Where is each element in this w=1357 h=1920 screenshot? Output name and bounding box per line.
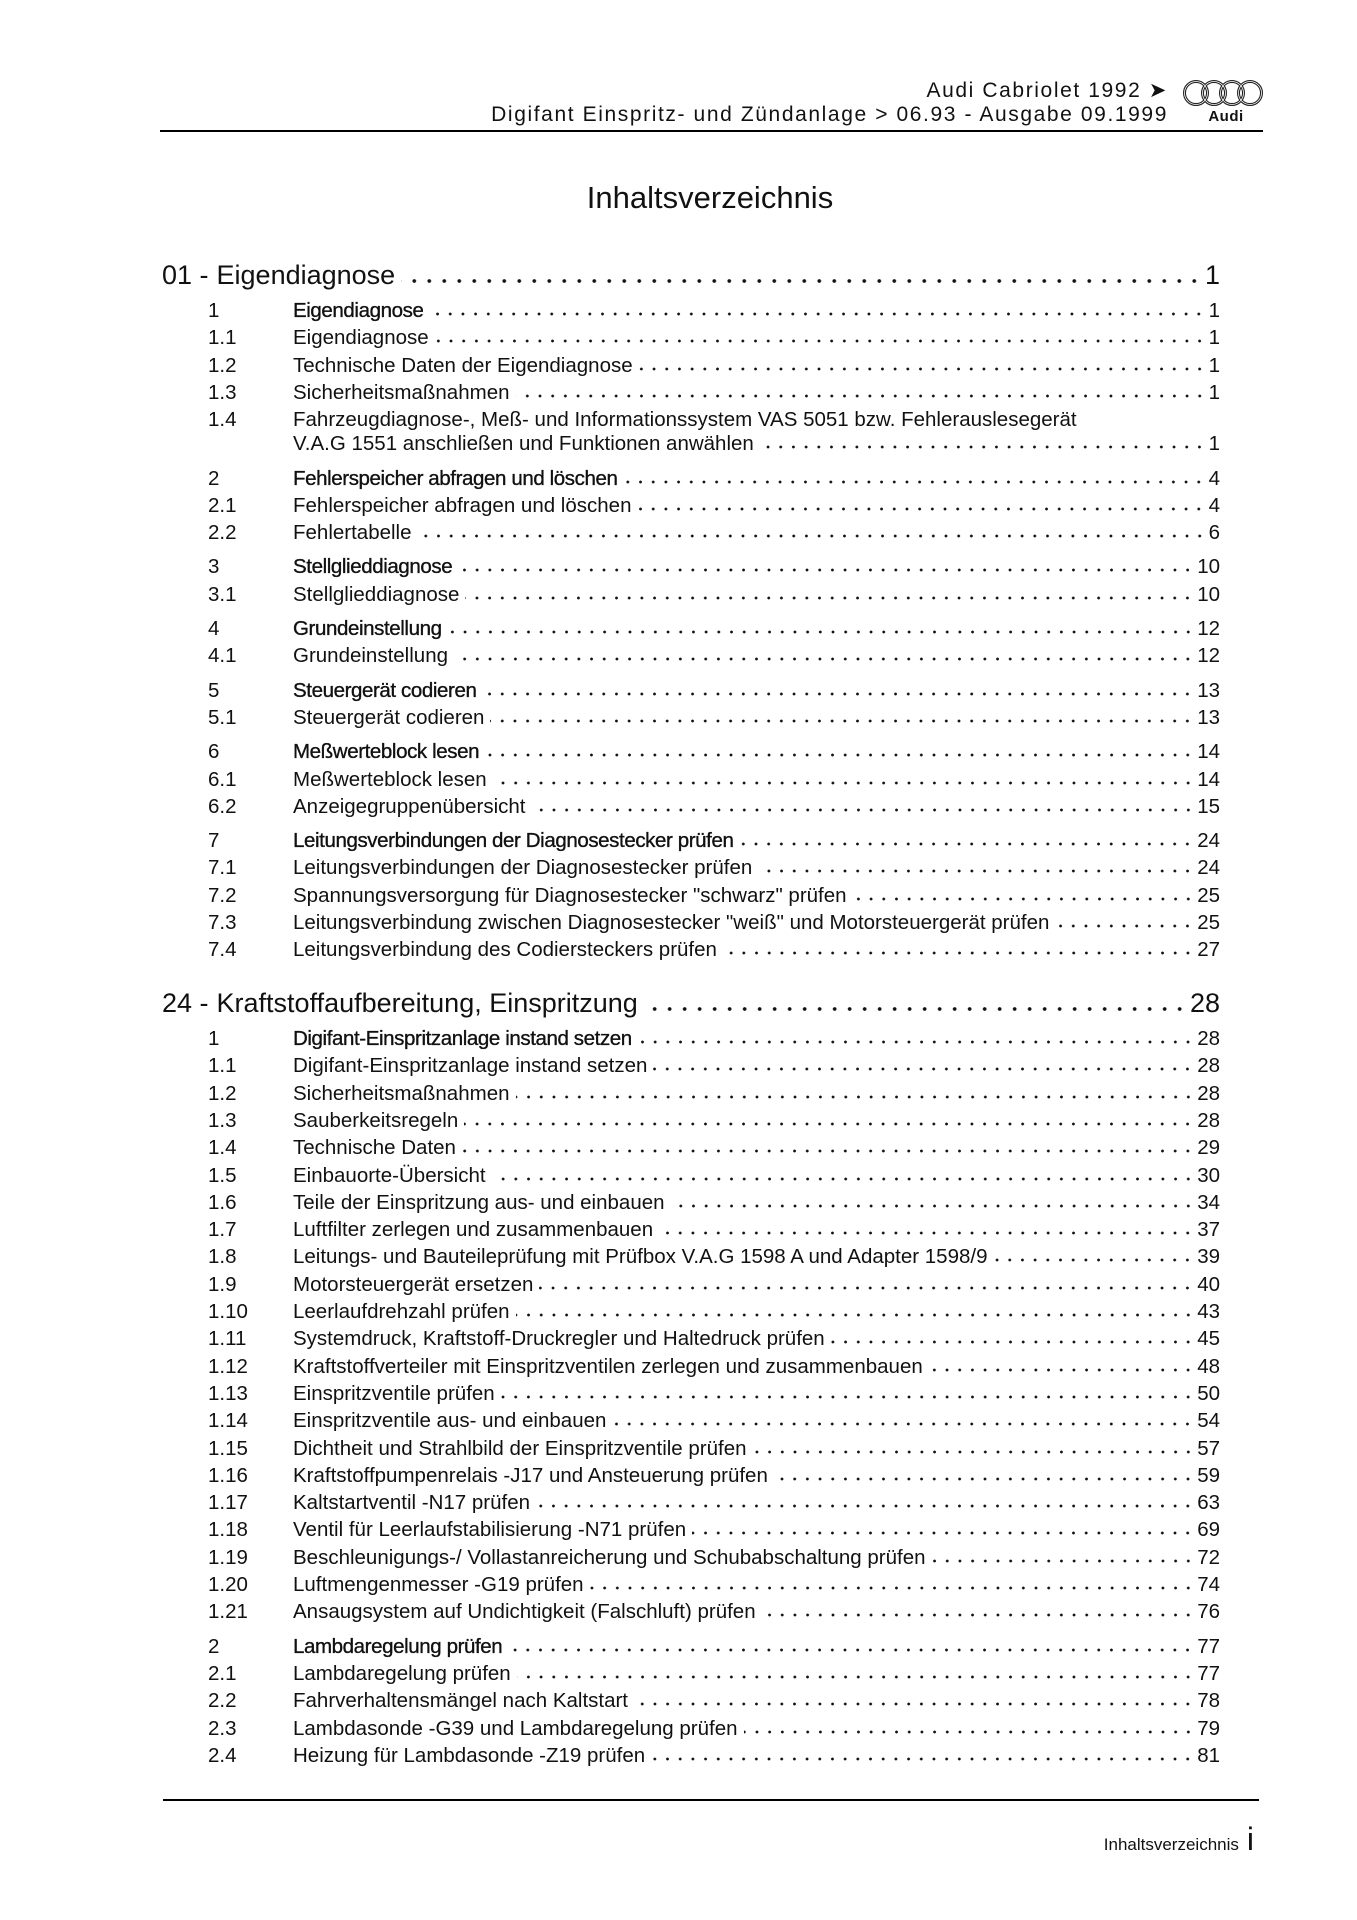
entry-title: Einspritzventile aus- und einbauen	[293, 1409, 607, 1433]
dot-leader	[401, 278, 1202, 284]
dot-leader	[831, 1339, 1194, 1345]
footer-divider	[163, 1799, 1259, 1801]
toc-section-entry[interactable]	[208, 829, 1220, 853]
dot-leader	[590, 1585, 1195, 1591]
entry-title: V.A.G 1551 anschließen und Funktionen anwählen	[293, 432, 754, 456]
entry-page-number: 13	[1197, 678, 1220, 702]
chapter-title: Eigendiagnose	[216, 260, 396, 290]
dot-leader	[482, 691, 1194, 697]
dot-leader	[485, 752, 1194, 758]
entry-title: Sicherheitsmaßnahmen	[293, 1081, 510, 1105]
entry-title: Dichtheit und Strahlbild der Einspritzventile prüfen	[293, 1436, 747, 1460]
toc-entry[interactable]	[208, 1300, 1220, 1324]
entry-number: 1.17	[208, 1491, 248, 1515]
entry-number: 2.1	[208, 493, 237, 517]
toc-section-entry[interactable]	[208, 1635, 1220, 1659]
dot-leader	[723, 950, 1194, 956]
entry-number: 1.20	[208, 1573, 248, 1596]
entry-number: 7.1	[208, 856, 237, 880]
dot-leader	[517, 1674, 1194, 1680]
toc-entry[interactable]	[208, 1355, 1220, 1379]
entry-number: 4.1	[208, 644, 237, 668]
toc-entry[interactable]	[208, 1109, 1220, 1133]
entry-number: 1.2	[208, 353, 237, 377]
entry-number: 5.1	[208, 705, 237, 729]
entry-page-number: 24	[1197, 856, 1220, 880]
toc-section-entry[interactable]	[208, 555, 1220, 579]
footer-label: Inhaltsverzeichnis	[1103, 1835, 1239, 1854]
entry-page-number: 25	[1197, 911, 1220, 934]
toc-entry[interactable]	[208, 1245, 1220, 1269]
entry-title: Eigendiagnose	[293, 326, 429, 350]
page-footer	[1104, 1823, 1254, 1855]
entry-page-number: 59	[1197, 1463, 1220, 1487]
dot-leader	[516, 1094, 1195, 1100]
dot-leader	[458, 567, 1194, 573]
entry-title: Digifant-Einspritzanlage instand setzen	[293, 1054, 648, 1078]
entry-page-number: 34	[1197, 1190, 1220, 1214]
entry-number: 3.1	[208, 582, 237, 606]
entry-title: Steuergerät codieren	[293, 678, 477, 702]
entry-number: 7.2	[208, 883, 237, 907]
entry-page-number: 39	[1197, 1245, 1220, 1269]
entry-number: 1	[208, 299, 220, 322]
chapter-page-number: 28	[1189, 988, 1220, 1018]
entry-page-number: 69	[1197, 1518, 1220, 1542]
entry-page-number: 1	[1208, 380, 1220, 404]
dot-leader	[516, 393, 1206, 399]
toc-entry[interactable]	[208, 1327, 1220, 1351]
toc-section-entry[interactable]	[208, 617, 1220, 641]
toc-section-entry[interactable]	[208, 1027, 1220, 1051]
entry-number: 2	[208, 1634, 220, 1658]
entry-title: Steuergerät codieren	[293, 705, 485, 729]
toc-entry[interactable]	[208, 706, 1220, 730]
toc-entry[interactable]	[208, 1464, 1220, 1488]
entry-page-number: 1	[1208, 299, 1220, 322]
entry-page-number: 81	[1197, 1743, 1220, 1767]
entry-page-number: 1	[1208, 353, 1220, 377]
entry-title: Sauberkeitsregeln	[293, 1108, 459, 1132]
toc-entry[interactable]	[208, 856, 1220, 880]
entry-page-number: 24	[1197, 829, 1220, 853]
entry-number: 7	[208, 829, 220, 853]
entry-title: Meßwerteblock lesen	[293, 740, 480, 764]
entry-title: Luftfilter zerlegen und zusammenbauen	[293, 1218, 654, 1242]
entry-page-number: 45	[1197, 1327, 1220, 1351]
toc-entry[interactable]	[208, 326, 1220, 350]
entry-title: Motorsteuergerät ersetzen	[293, 1272, 534, 1296]
entry-title: Ansaugsystem auf Undichtigkeit (Falschluft) prüfen	[293, 1600, 756, 1624]
entry-title: Ventil für Leerlaufstabilisierung -N71 prüfen	[293, 1518, 687, 1542]
entry-page-number: 28	[1197, 1081, 1220, 1105]
entry-page-number: 1	[1208, 326, 1220, 350]
toc-entry[interactable]	[208, 644, 1220, 668]
entry-title: Fehlertabelle	[293, 521, 412, 545]
entry-number: 1	[208, 1027, 220, 1050]
dot-leader	[490, 718, 1194, 724]
entry-title: Stellglieddiagnose	[293, 555, 453, 579]
entry-number: 1.2	[208, 1081, 237, 1105]
footer-page-number: i	[1246, 1821, 1254, 1857]
entry-title: Lambdaregelung prüfen	[293, 1661, 511, 1685]
toc-entry[interactable]	[208, 1546, 1220, 1570]
entry-page-number: 25	[1197, 883, 1220, 907]
dot-leader	[739, 841, 1194, 847]
dot-leader	[462, 1148, 1194, 1154]
entry-title: Systemdruck, Kraftstoff-Druckregler und Haltedruck prüfen	[293, 1327, 825, 1351]
entry-title: Lambdaregelung prüfen	[293, 1634, 503, 1658]
entry-page-number: 28	[1197, 1027, 1220, 1050]
entry-number: 5	[208, 678, 220, 702]
toc-entry[interactable]	[208, 1491, 1220, 1515]
dot-leader	[653, 1066, 1194, 1072]
entry-title: Digifant-Einspritzanlage instand setzen	[293, 1027, 632, 1050]
entry-number: 1.11	[208, 1327, 247, 1351]
entry-title: Lambdasonde -G39 und Lambdaregelung prüfen	[293, 1716, 738, 1740]
entry-number: 1.6	[208, 1190, 237, 1214]
entry-page-number: 30	[1197, 1163, 1220, 1187]
dot-leader	[744, 1729, 1195, 1735]
toc-chapter-heading[interactable]	[162, 260, 1220, 291]
entry-title: Leitungs- und Bauteileprüfung mit Prüfbox V.A.G 1598 A und Adapter 1598/9	[293, 1245, 988, 1269]
toc-entry[interactable]	[208, 494, 1220, 518]
entry-page-number: 10	[1197, 555, 1220, 579]
entry-page-number: 57	[1197, 1436, 1220, 1460]
dot-leader	[493, 780, 1194, 786]
toc-chapter-heading[interactable]	[162, 988, 1220, 1019]
toc-entry[interactable]	[208, 1573, 1220, 1597]
entry-title: Leitungsverbindung zwischen Diagnosestecker "weiß" und Motorsteuergerät prüfen	[293, 911, 1050, 934]
entry-page-number: 43	[1197, 1300, 1220, 1323]
entry-title: Leitungsverbindungen der Diagnosestecker prüfen	[293, 829, 734, 853]
toc-entry[interactable]	[208, 1662, 1220, 1686]
audi-wordmark: Audi	[1208, 108, 1244, 125]
entry-number: 1.18	[208, 1518, 248, 1542]
chapter-number: 24 -	[162, 988, 209, 1018]
dot-leader	[492, 1176, 1195, 1182]
toc-entry[interactable]	[208, 1744, 1220, 1768]
entry-page-number: 28	[1197, 1108, 1220, 1132]
entry-page-number: 4	[1208, 493, 1220, 517]
dot-leader	[753, 1449, 1195, 1455]
entry-title: Fehlerspeicher abfragen und löschen	[293, 466, 618, 490]
entry-title: Leitungsverbindungen der Diagnosestecker prüfen	[293, 856, 753, 880]
entry-number: 1.15	[208, 1436, 248, 1460]
entry-number: 3	[208, 555, 220, 579]
dot-leader	[692, 1530, 1194, 1536]
entry-page-number: 13	[1197, 705, 1220, 729]
dot-leader	[932, 1558, 1195, 1564]
entry-number: 7.3	[208, 911, 237, 934]
entry-title: Grundeinstellung	[293, 617, 442, 640]
dot-leader	[853, 896, 1195, 902]
entry-number: 7.4	[208, 938, 237, 962]
toc-entry[interactable]	[208, 1689, 1220, 1713]
entry-title: Beschleunigungs-/ Vollastanreicherung und Schubabschaltung prüfen	[293, 1545, 926, 1569]
entry-page-number: 78	[1197, 1689, 1220, 1713]
entry-page-number: 77	[1197, 1634, 1220, 1658]
entry-page-number: 29	[1197, 1136, 1220, 1160]
dot-leader	[634, 1701, 1194, 1707]
dot-leader	[448, 629, 1195, 635]
entry-page-number: 37	[1197, 1218, 1220, 1242]
toc-entry[interactable]	[208, 938, 1220, 962]
entry-title: Stellglieddiagnose	[293, 582, 460, 606]
entry-title: Einbauorte-Übersicht	[293, 1163, 486, 1187]
entry-number: 2.2	[208, 1689, 237, 1713]
entry-number: 2.2	[208, 521, 237, 545]
entry-number: 2.4	[208, 1743, 237, 1767]
entry-page-number: 6	[1208, 521, 1220, 545]
dot-leader	[651, 1756, 1194, 1762]
toc-entry[interactable]	[208, 911, 1220, 935]
dot-leader	[612, 1421, 1194, 1427]
dot-leader	[623, 479, 1205, 485]
entry-number: 1.3	[208, 380, 237, 404]
entry-title: Sicherheitsmaßnahmen	[293, 380, 510, 404]
dot-leader	[1055, 923, 1194, 929]
dot-leader	[637, 506, 1205, 512]
entry-title: Eigendiagnose	[293, 299, 424, 322]
entry-number: 2.1	[208, 1661, 237, 1685]
dot-leader	[516, 1312, 1195, 1318]
entry-number: 2.3	[208, 1716, 237, 1740]
dot-leader	[536, 1503, 1194, 1509]
toc-entry[interactable]	[208, 432, 1220, 456]
entry-number: 6.1	[208, 767, 237, 791]
entry-number: 1.1	[208, 1054, 237, 1078]
dot-leader	[639, 366, 1206, 372]
entry-page-number: 15	[1197, 794, 1220, 818]
entry-page-number: 74	[1197, 1573, 1220, 1596]
page-title: Inhaltsverzeichnis	[586, 180, 834, 215]
toc-entry[interactable]	[208, 1382, 1220, 1406]
dot-leader	[435, 338, 1206, 344]
dot-leader	[659, 1230, 1194, 1236]
dot-leader	[760, 444, 1206, 450]
entry-number: 1.21	[208, 1600, 248, 1624]
entry-number: 1.13	[208, 1381, 248, 1405]
entry-number: 1.4	[208, 408, 237, 432]
dot-leader	[539, 1285, 1194, 1291]
entry-page-number: 48	[1197, 1354, 1220, 1378]
entry-page-number: 4	[1208, 466, 1220, 490]
entry-title: Heizung für Lambdasonde -Z19 prüfen	[293, 1743, 646, 1767]
toc-entry[interactable]	[208, 768, 1220, 792]
toc-entry[interactable]	[208, 884, 1220, 908]
entry-title: Grundeinstellung	[293, 644, 448, 668]
toc-entry[interactable]	[208, 521, 1220, 545]
entry-number: 4	[208, 617, 220, 640]
entry-number: 1.1	[208, 326, 237, 350]
toc-section-entry[interactable]	[208, 467, 1220, 491]
dot-leader	[762, 1612, 1195, 1618]
chapter-title: Kraftstoffaufbereitung, Einspritzung	[216, 988, 638, 1018]
entry-number: 6	[208, 740, 220, 764]
dot-leader	[758, 868, 1194, 874]
entry-page-number: 10	[1197, 582, 1220, 606]
entry-page-number: 14	[1197, 740, 1220, 764]
dot-leader	[508, 1647, 1194, 1653]
toc-section-entry[interactable]	[208, 679, 1220, 703]
dot-leader	[464, 1121, 1194, 1127]
dot-leader	[501, 1394, 1195, 1400]
entry-title: Anzeigegruppenübersicht	[293, 794, 526, 818]
entry-number: 2	[208, 466, 220, 490]
dot-leader	[465, 595, 1194, 601]
entry-number: 1.5	[208, 1163, 237, 1187]
toc-entry[interactable]	[208, 583, 1220, 607]
entry-page-number: 28	[1197, 1054, 1220, 1078]
dot-leader	[638, 1039, 1194, 1045]
entry-page-number: 77	[1197, 1661, 1220, 1685]
toc-entry[interactable]	[208, 1409, 1220, 1433]
toc-entry[interactable]	[208, 795, 1220, 819]
toc-entry[interactable]	[208, 1191, 1220, 1215]
entry-number: 1.9	[208, 1272, 237, 1296]
toc-entry[interactable]	[208, 1054, 1220, 1078]
entry-page-number: 50	[1197, 1381, 1220, 1405]
entry-number: 1.3	[208, 1108, 237, 1132]
toc-section-entry[interactable]	[208, 740, 1220, 764]
entry-number: 1.14	[208, 1409, 248, 1433]
toc-entry[interactable]	[208, 381, 1220, 405]
entry-number: 1.16	[208, 1463, 248, 1487]
dot-leader	[774, 1476, 1194, 1482]
entry-title: Fahrverhaltensmängel nach Kaltstart	[293, 1689, 629, 1713]
header-vehicle-title: Audi Cabriolet 1992 ➤	[926, 79, 1168, 102]
toc-entry[interactable]	[208, 1164, 1220, 1188]
entry-page-number: 54	[1197, 1409, 1220, 1433]
entry-page-number: 12	[1197, 617, 1220, 640]
entry-title: Kaltstartventil -N17 prüfen	[293, 1491, 531, 1515]
dot-leader	[454, 656, 1194, 662]
entry-number: 1.4	[208, 1136, 237, 1160]
dot-leader	[993, 1257, 1194, 1263]
entry-page-number: 12	[1197, 644, 1220, 668]
entry-title: Leitungsverbindung des Codiersteckers prüfen	[293, 938, 717, 962]
entry-page-number: 72	[1197, 1545, 1220, 1569]
entry-title: Einspritzventile prüfen	[293, 1381, 495, 1405]
toc-entry[interactable]	[208, 1273, 1220, 1297]
toc-entry[interactable]	[208, 1518, 1220, 1542]
entry-number: 6.2	[208, 794, 237, 818]
dot-leader	[532, 807, 1195, 813]
entry-page-number: 27	[1197, 938, 1220, 962]
entry-title: Teile der Einspritzung aus- und einbauen	[293, 1190, 665, 1214]
entry-page-number: 40	[1197, 1272, 1220, 1296]
entry-page-number: 76	[1197, 1600, 1220, 1624]
entry-title: Luftmengenmesser -G19 prüfen	[293, 1573, 584, 1596]
dot-leader	[418, 533, 1206, 539]
entry-number: 1.8	[208, 1245, 237, 1269]
chapter-page-number: 1	[1204, 260, 1220, 290]
entry-title: Spannungsversorgung für Diagnosestecker "schwarz" prüfen	[293, 883, 847, 907]
toc-entry-number-wrap	[208, 408, 293, 432]
dot-leader	[429, 311, 1205, 317]
entry-page-number: 79	[1197, 1716, 1220, 1740]
toc-entry[interactable]	[208, 1717, 1220, 1741]
entry-title: Meßwerteblock lesen	[293, 767, 487, 791]
header-manual-subtitle: Digifant Einspritz- und Zündanlage > 06.93 - Ausgabe 09.1999	[491, 103, 1168, 126]
chapter-number: 01 -	[162, 260, 209, 290]
toc-entry[interactable]	[208, 354, 1220, 378]
toc-entry[interactable]	[208, 1218, 1220, 1242]
dot-leader	[929, 1367, 1194, 1373]
entry-number: 1.10	[208, 1300, 248, 1323]
entry-title: Technische Daten	[293, 1136, 456, 1160]
entry-title: Kraftstoffpumpenrelais -J17 und Ansteuerung prüfen	[293, 1463, 768, 1487]
entry-number: 1.12	[208, 1354, 248, 1378]
toc-entry[interactable]	[208, 1437, 1220, 1461]
toc-section-entry[interactable]	[208, 299, 1220, 323]
entry-page-number: 63	[1197, 1491, 1220, 1515]
entry-title: Technische Daten der Eigendiagnose	[293, 353, 633, 377]
entry-title: Leerlaufdrehzahl prüfen	[293, 1300, 510, 1323]
toc-entry[interactable]	[208, 1600, 1220, 1624]
dot-leader	[644, 1006, 1187, 1012]
dot-leader	[671, 1203, 1195, 1209]
toc-entry[interactable]	[208, 1136, 1220, 1160]
entry-page-number: 1	[1208, 432, 1220, 456]
entry-title: Kraftstoffverteiler mit Einspritzventilen zerlegen und zusammenbauen	[293, 1354, 923, 1378]
entry-page-number: 14	[1197, 767, 1220, 791]
toc-entry[interactable]	[208, 1082, 1220, 1106]
entry-number: 1.19	[208, 1545, 248, 1569]
toc-entry-first-line: Fahrzeugdiagnose-, Meß- und Informationssystem VAS 5051 bzw. Fehlerauslesegerät	[293, 408, 1077, 432]
entry-number: 1.7	[208, 1218, 237, 1242]
entry-title: Fehlerspeicher abfragen und löschen	[293, 493, 632, 517]
